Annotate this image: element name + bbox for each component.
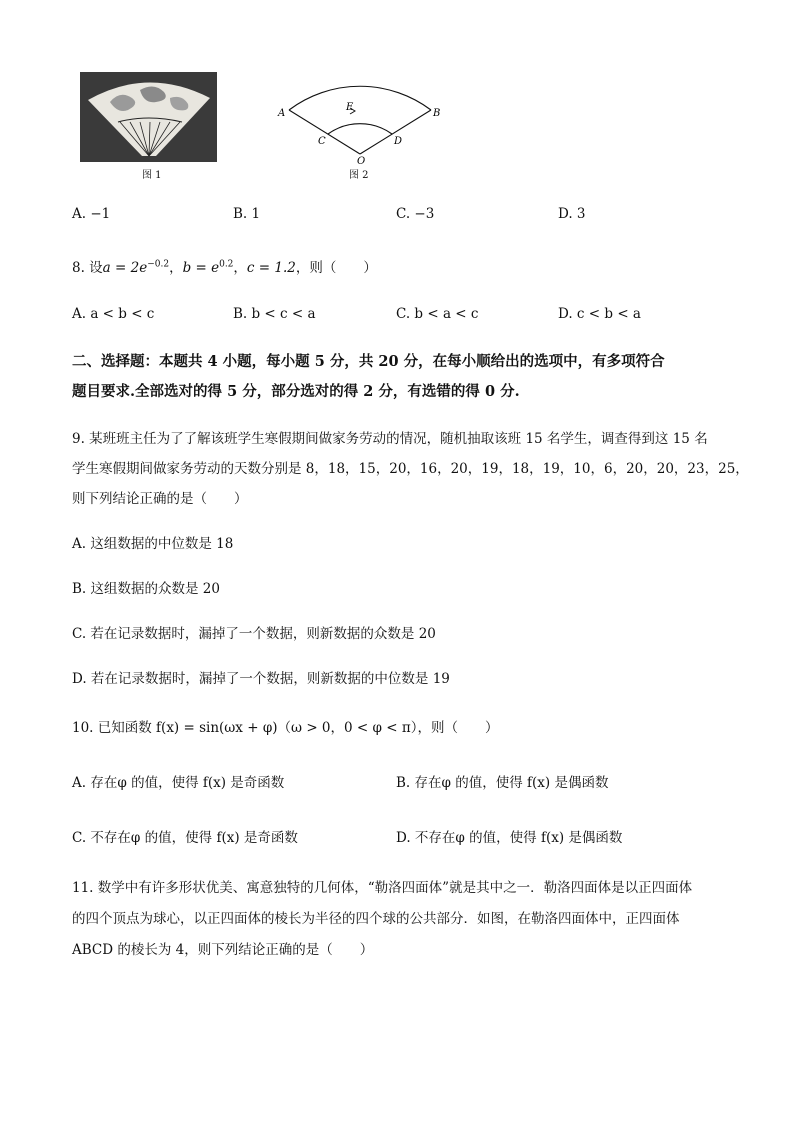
q9-option-d: D. 若在记录数据时，漏掉了一个数据，则新数据的中位数是 19: [72, 671, 450, 687]
q8-option-d: D. c < b < a: [558, 306, 641, 322]
q8-stem: 8. 设$a = 2e^{-0.2}$，$b = e^{0.2}$，c = 1.2，则（ ）: [72, 259, 377, 276]
q8-option-c: C. b < a < c: [396, 306, 479, 322]
q7-option-a: A. −1: [72, 206, 111, 222]
point-c-label: C: [318, 136, 326, 147]
q7-option-c: C. −3: [396, 206, 435, 222]
q10-stem: 10. 已知函数 f(x) = sin(ωx + φ)（ω > 0，0 < φ < π），则（ ）: [72, 720, 499, 736]
point-b-label: B: [433, 108, 441, 119]
q8-stem-suffix: ，则（ ）: [295, 260, 377, 276]
q9-stem-line1: 9. 某班班主任为了了解该班学生寒假期间做家务劳动的情况，随机抽取该班 15 名学生，调查得到这 15 名: [72, 431, 708, 447]
q8-c-expression: c = 1.2: [246, 260, 296, 276]
figure2-caption: 图 2: [349, 170, 369, 181]
q8-a-expression: a = 2e: [102, 260, 148, 276]
section2-heading-line2: 题目要求.全部选对的得 5 分，部分选对的得 2 分，有选错的得 0 分.: [72, 383, 520, 400]
point-o-label: O: [357, 156, 366, 167]
q7-option-d: D. 3: [558, 206, 586, 222]
q9-option-c: C. 若在记录数据时，漏掉了一个数据，则新数据的众数是 20: [72, 626, 436, 642]
q9-option-a: A. 这组数据的中位数是 18: [72, 536, 234, 552]
q10-option-a: A. 存在φ 的值，使得 f(x) 是奇函数: [72, 775, 285, 791]
q8-option-b: B. b < c < a: [233, 306, 316, 322]
q8-b-exponent: 0.2: [219, 259, 234, 270]
fan-photo: [80, 72, 217, 162]
point-a-label: A: [278, 108, 286, 119]
q10-option-d: D. 不存在φ 的值，使得 f(x) 是偶函数: [396, 830, 623, 846]
q9-stem-line3: 则下列结论正确的是（ ）: [72, 491, 248, 507]
figure1-caption: 图 1: [142, 170, 162, 181]
point-e-label: E: [346, 102, 354, 113]
fan-illustration: [80, 72, 217, 162]
q8-stem-prefix: 8. 设: [72, 260, 103, 276]
q11-stem-line2: 的四个顶点为球心，以正四面体的棱长为半径的四个球的公共部分．如图，在勒洛四面体中，正四面体: [72, 911, 680, 927]
fan-sector-diagram: [268, 58, 458, 168]
point-d-label: D: [394, 136, 403, 147]
section2-heading-line1: 二、选择题：本题共 4 小题，每小题 5 分，共 20 分，在每小顺给出的选项中，有多项符合: [72, 353, 665, 370]
q7-option-b: B. 1: [233, 206, 261, 222]
q8-b-expression: b = e: [182, 260, 220, 276]
q9-option-b: B. 这组数据的众数是 20: [72, 581, 220, 597]
q10-option-b: B. 存在φ 的值，使得 f(x) 是偶函数: [396, 775, 609, 791]
q8-a-exponent: −0.2: [147, 259, 170, 270]
q10-option-c: C. 不存在φ 的值，使得 f(x) 是奇函数: [72, 830, 298, 846]
q8-option-a: A. a < b < c: [72, 306, 155, 322]
q11-stem-line3: ABCD 的棱长为 4，则下列结论正确的是（ ）: [72, 942, 374, 958]
q11-stem-line1: 11. 数学中有许多形状优美、寓意独特的几何体，“勒洛四面体”就是其中之一．勒洛四面体是以正四面体: [72, 880, 693, 896]
q9-stem-line2: 学生寒假期间做家务劳动的天数分别是 8，18，15，20，16，20，19，18，19，10，6，20，20，23，25，: [72, 461, 749, 477]
